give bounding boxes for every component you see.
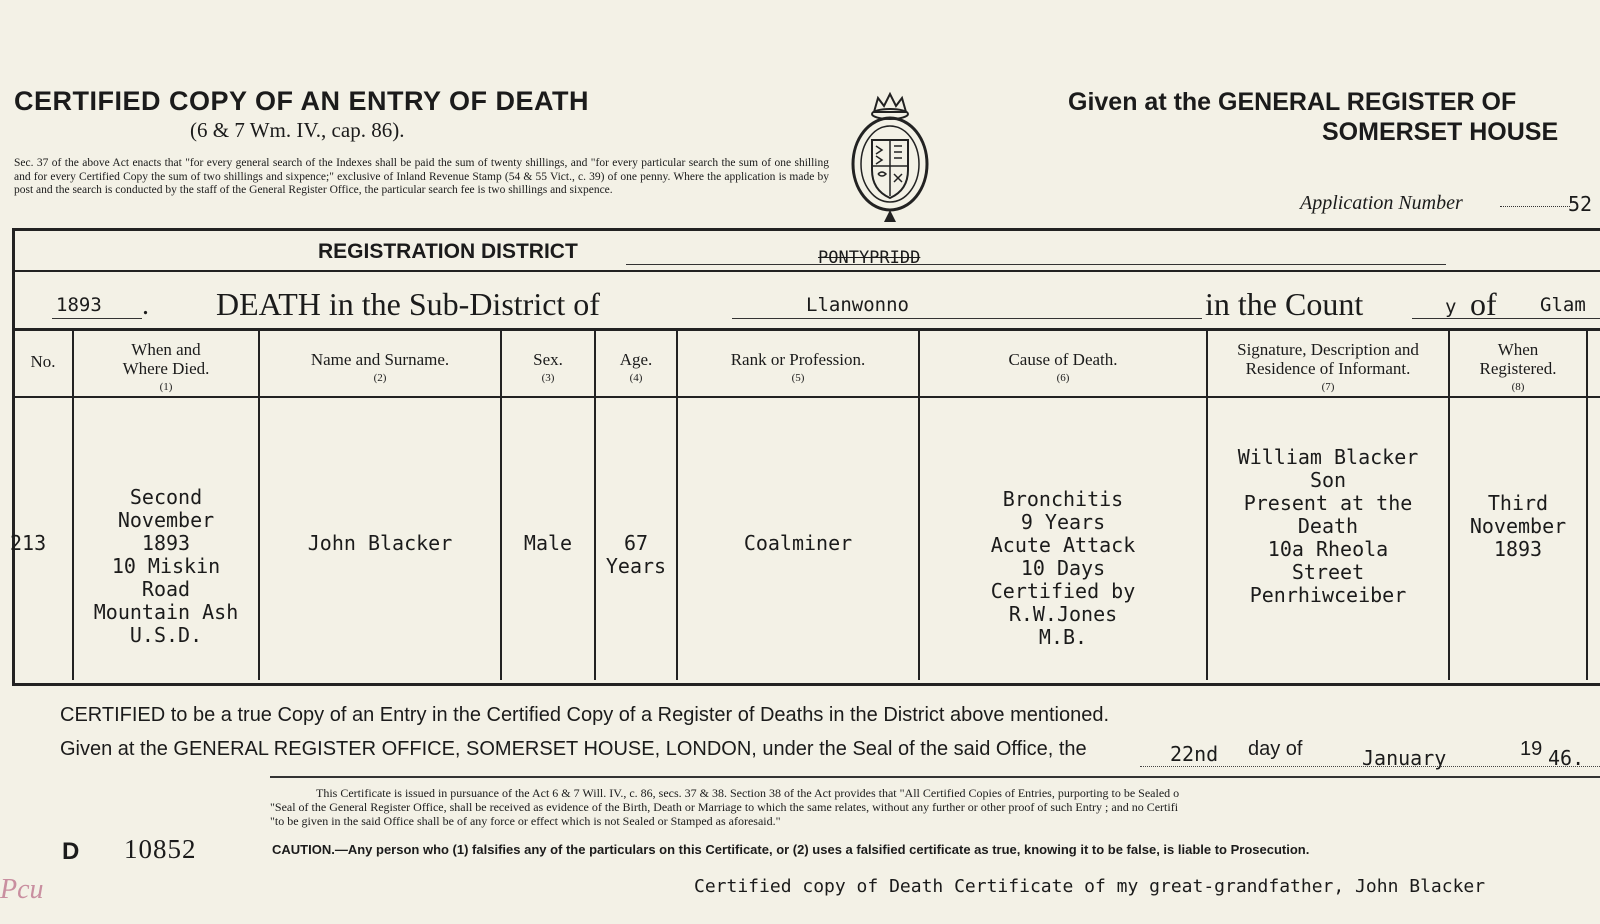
column-header-informant: Signature, Description and Residence of Informant. (7): [1237, 340, 1419, 393]
entry-cause: Bronchitis 9 Years Acute Attack 10 Days Certified by R.W.Jones M.B.: [990, 487, 1136, 649]
image-caption: Certified copy of Death Certificate of my great-grandfather, John Blacker: [694, 876, 1486, 897]
application-number-value: 52: [1568, 192, 1593, 216]
column-header-sex: Sex. (3): [533, 350, 563, 384]
registration-district-line: [626, 264, 1446, 265]
county-value: Glam: [1540, 294, 1586, 316]
entry-registered: Third November 1893: [1469, 491, 1567, 561]
row-divider: [12, 328, 1600, 331]
county-of-label: of: [1470, 286, 1497, 322]
county-line: [1412, 318, 1600, 319]
application-number-label: Application Number: [1300, 192, 1463, 214]
sub-district-line: [732, 318, 1202, 319]
footer-notice-line: "Seal of the General Register Office, shall be received as evidence of the Birth, Death or Marriage to which the same relates, without any further or other proof of such Entry ; and no Certifi: [270, 800, 1179, 814]
footer-notice-line: This Certificate is issued in pursuance of the Act 6 & 7 Will. IV., c. 86, secs. 37 & 38. Section 38 of the Act provides that "All Certified Copies of Entries, purporting to be Sealed o: [316, 786, 1180, 800]
column-header-name: Name and Surname. (2): [310, 350, 450, 384]
somerset-house-heading: SOMERSET HOUSE: [1322, 118, 1559, 146]
entry-informant: William Blacker Son Present at the Death 10a Rheola Street Penrhiwceiber: [1237, 445, 1419, 607]
entry-sex: Male: [523, 531, 573, 555]
application-number-line: [1500, 206, 1570, 207]
registration-district-value: PONTYPRIDD: [818, 248, 921, 268]
certification-month: January: [1362, 746, 1447, 770]
death-year: 1893: [56, 294, 102, 316]
footer-divider: [270, 776, 1600, 778]
serial-number: 10852: [124, 834, 197, 864]
entry-number: 213: [10, 531, 47, 555]
footer-notice: [270, 786, 1600, 828]
entry-age: 67 Years: [605, 531, 667, 578]
column-header-when-where: When and Where Died. (1): [122, 340, 210, 393]
column-header-no: No.: [30, 352, 56, 371]
row-divider: [12, 270, 1600, 272]
serial-letter: D: [62, 838, 80, 865]
footer-notice-line: "to be given in the said Office shall be of any force or effect which is not Sealed or Stamped as aforesaid.": [270, 814, 781, 828]
certification-year-suffix: 46.: [1548, 746, 1585, 770]
column-header-registered: When Registered. (8): [1479, 340, 1557, 393]
act-reference: (6 & 7 Wm. IV., cap. 86).: [190, 118, 405, 142]
year-line: [52, 318, 142, 319]
entry-profession: Coalminer: [743, 531, 853, 555]
row-divider: [12, 396, 1600, 398]
entry-name: John Blacker: [307, 531, 453, 555]
sub-district-value: Llanwonno: [806, 294, 909, 316]
certificate-title: CERTIFIED COPY OF AN ENTRY OF DEATH: [14, 86, 590, 116]
entry-when-where: Second November 1893 10 Miskin Road Mountain Ash U.S.D.: [93, 485, 239, 647]
year-period: .: [142, 290, 149, 321]
registration-district-label: REGISTRATION DISTRICT: [318, 240, 578, 263]
certification-day-of-label: day of: [1248, 738, 1303, 760]
certification-given-at: Given at the GENERAL REGISTER OFFICE, SOMERSET HOUSE, LONDON, under the Seal of the said Office, the: [60, 738, 1087, 760]
column-divider: [1586, 330, 1588, 680]
county-label: in the Count: [1205, 286, 1364, 322]
certification-day: 22nd: [1170, 742, 1219, 766]
column-header-profession: Rank or Profession. (5): [730, 350, 866, 384]
sub-district-label: DEATH in the Sub-District of: [216, 286, 600, 322]
handwritten-mark-icon: Pcu: [0, 874, 44, 905]
given-at-heading: Given at the GENERAL REGISTER OF: [1068, 88, 1517, 116]
county-suffix: y: [1445, 296, 1457, 318]
royal-crest-icon: [848, 90, 932, 224]
caution-notice: CAUTION.—Any person who (1) falsifies any of the particulars on this Certificate, or (2) uses a falsified certificate as true, knowing it to be false, is liable to Prosecution.: [272, 842, 1310, 857]
column-header-cause: Cause of Death. (6): [1008, 350, 1118, 384]
certification-statement: CERTIFIED to be a true Copy of an Entry in the Certified Copy of a Register of Deaths in the District above mentioned.: [60, 704, 1110, 726]
section-notice: Sec. 37 of the above Act enacts that "for every general search of the Indexes shall be paid the sum of twenty shillings, and "for every particular search the sum of one shilling and for every Certified Copy the sum of two shillings and sixpence;" exclusive of Inland Revenue Stamp (54 & 55 Vict., c. 39) of one penny. Where the application is made by post and the search is conducted by the staff of the General Register Office, the particular search fee is two shillings and sixpence.: [14, 157, 829, 196]
column-header-age: Age. (4): [619, 350, 653, 384]
certification-year-prefix: 19: [1520, 738, 1543, 760]
